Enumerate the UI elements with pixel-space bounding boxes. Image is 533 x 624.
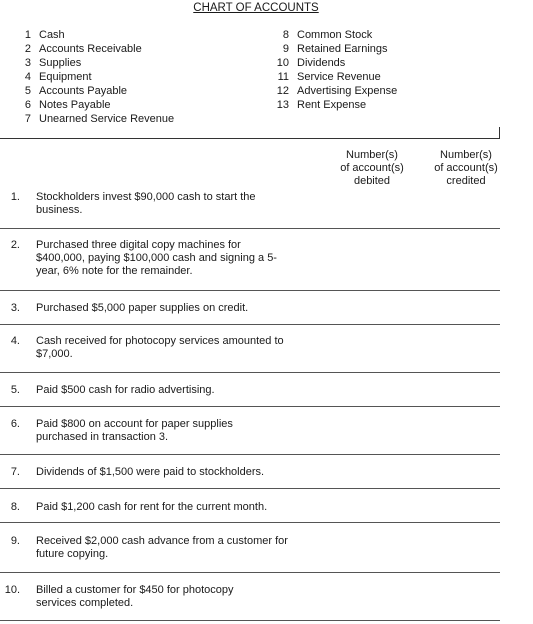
- transaction-description: Cash received for photocopy services amounted to $7,000.: [36, 335, 284, 360]
- account-row: [0, 98, 366, 112]
- transaction-description: Stockholders invest $90,000 cash to start the business.: [36, 191, 256, 216]
- row-divider: [0, 406, 500, 407]
- transaction-number: 6.: [10, 418, 20, 430]
- account-number: 5: [24, 85, 31, 97]
- transaction-description: Paid $800 on account for paper supplies purchased in transaction 3.: [36, 418, 233, 443]
- account-name: Common Stock: [297, 29, 373, 41]
- account-row: [0, 112, 174, 126]
- transaction-description: Purchased $5,000 paper supplies on credit.: [36, 302, 249, 314]
- account-number: 3: [24, 57, 31, 69]
- account-name: Equipment: [39, 71, 92, 83]
- transaction-number: 9.: [10, 535, 20, 547]
- transaction-number: 7.: [10, 466, 20, 478]
- account-number: 4: [24, 71, 31, 83]
- row-divider: [0, 372, 500, 373]
- transaction-description: Dividends of $1,500 were paid to stockholders.: [36, 466, 265, 478]
- account-name: Supplies: [39, 57, 82, 69]
- row-divider: [0, 488, 500, 489]
- transaction-description: Received $2,000 cash advance from a customer for future copying.: [36, 535, 288, 560]
- account-number: 13: [276, 99, 289, 111]
- account-row: [0, 70, 381, 84]
- account-number: 1: [24, 29, 31, 41]
- section-divider: [0, 138, 500, 139]
- transaction-description: Purchased three digital copy machines for $400,000, paying $100,000 cash and signing a 5-year, 6% note for the remainder.: [36, 239, 277, 277]
- transaction-number: 3.: [10, 302, 20, 314]
- transaction-number: 8.: [10, 501, 20, 513]
- account-name: Advertising Expense: [297, 85, 398, 97]
- account-name: Unearned Service Revenue: [39, 113, 175, 125]
- chart-title: CHART OF ACCOUNTS: [193, 2, 319, 14]
- row-divider: [0, 620, 500, 621]
- column-header-debited: Number(s) of account(s) debited: [340, 149, 404, 187]
- row-divider: [0, 522, 500, 523]
- column-header-credited: Number(s) of account(s) credited: [434, 149, 498, 187]
- account-row: [0, 28, 372, 42]
- transaction-number: 1.: [10, 191, 20, 203]
- transaction-description: Paid $500 cash for radio advertising.: [36, 384, 215, 396]
- row-divider: [0, 228, 500, 229]
- account-number: 7: [24, 113, 31, 125]
- row-divider: [0, 572, 500, 573]
- account-name: Dividends: [297, 57, 346, 69]
- account-number: 6: [24, 99, 31, 111]
- transaction-description: Paid $1,200 cash for rent for the current month.: [36, 501, 268, 513]
- transaction-description: Billed a customer for $450 for photocopy services completed.: [36, 584, 234, 609]
- account-number: 8: [282, 29, 289, 41]
- account-name: Notes Payable: [39, 99, 111, 111]
- transaction-number: 5.: [10, 384, 20, 396]
- account-row: [0, 84, 397, 98]
- account-row: [0, 56, 345, 70]
- account-number: 10: [276, 57, 289, 69]
- transaction-number: 4.: [10, 335, 20, 347]
- account-number: 11: [277, 71, 289, 83]
- account-name: Cash: [39, 29, 65, 41]
- account-number: 2: [24, 43, 31, 55]
- account-name: Service Revenue: [297, 71, 381, 83]
- account-number: 9: [282, 43, 289, 55]
- row-divider: [0, 454, 500, 455]
- account-number: 12: [276, 85, 289, 97]
- transaction-number: 2.: [10, 239, 20, 251]
- row-divider: [0, 324, 500, 325]
- account-name: Accounts Payable: [39, 85, 128, 97]
- row-divider: [0, 290, 500, 291]
- account-name: Retained Earnings: [297, 43, 388, 55]
- account-name: Rent Expense: [297, 99, 367, 111]
- account-row: [0, 42, 388, 56]
- transaction-number: 10.: [4, 584, 20, 596]
- account-name: Accounts Receivable: [39, 43, 142, 55]
